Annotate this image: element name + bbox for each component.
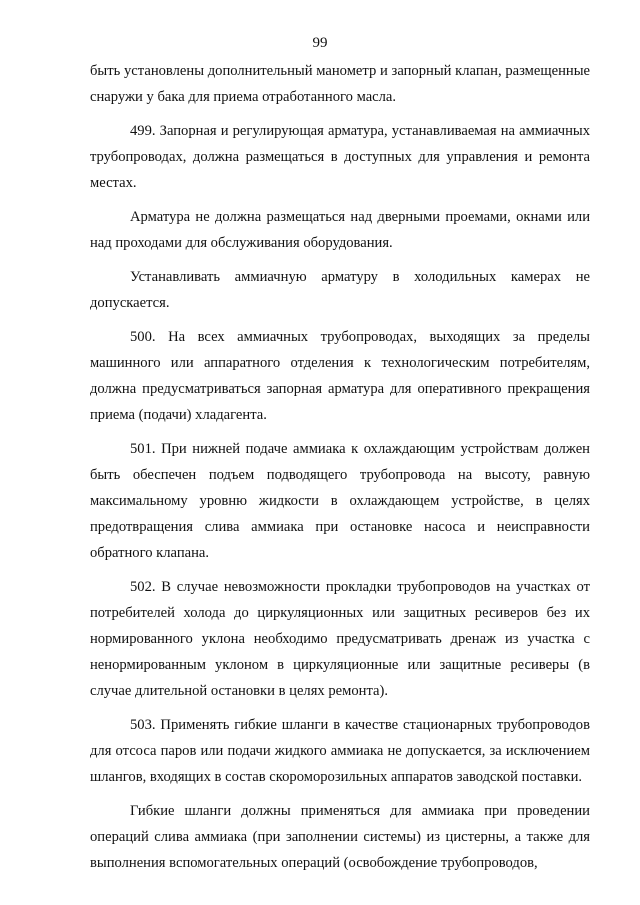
paragraph-fittings-chambers: Устанавливать аммиачную арматуру в холодильных камерах не допускается.	[90, 269, 590, 311]
paragraph-continuation: быть установлены дополнительный манометр и запорный клапан, размещенные снаружи у бака для приема отработанного масла.	[90, 63, 590, 105]
paragraph-502: 502. В случае невозможности прокладки трубопроводов на участках от потребителей холода до циркуляционных или защитных ресиверов без их нормированного уклона необходимо предусматривать дренаж из участка с ненормированным уклоном в циркуляционные или защитные ресиверы (в случае длительной остановки в целях ремонта).	[90, 579, 590, 699]
paragraph-499: 499. Запорная и регулирующая арматура, устанавливаемая на аммиачных трубопроводах, должна размещаться в доступных для управления и ремонта местах.	[90, 123, 590, 191]
paragraph-503: 503. Применять гибкие шланги в качестве стационарных трубопроводов для отсоса паров или подачи жидкого аммиака не допускается, за исключением шлангов, входящих в состав скороморозильных аппаратов заводской поставки.	[90, 717, 590, 785]
document-body	[90, 58, 590, 876]
page-number: 99	[312, 35, 328, 51]
paragraph-501: 501. При нижней подаче аммиака к охлаждающим устройствам должен быть обеспечен подъем подводящего трубопровода на высоту, равную максимальному уровню жидкости в охлаждающем устройстве, в целях предотвращения слива аммиака при остановке насоса и неисправности обратного клапана.	[90, 441, 590, 561]
paragraph-500: 500. На всех аммиачных трубопроводах, выходящих за пределы машинного или аппаратного отделения к технологическим потребителям, должна предусматриваться запорная арматура для оперативного прекращения приема (подачи) хладагента.	[90, 329, 590, 423]
paragraph-flexible-hoses: Гибкие шланги должны применяться для аммиака при проведении операций слива аммиака (при заполнении системы) из цистерны, а также для выполнения вспомогательных операций (освобождение трубопроводов,	[90, 803, 590, 871]
paragraph-fittings-placement: Арматура не должна размещаться над дверными проемами, окнами или над проходами для обслуживания оборудования.	[90, 209, 590, 251]
